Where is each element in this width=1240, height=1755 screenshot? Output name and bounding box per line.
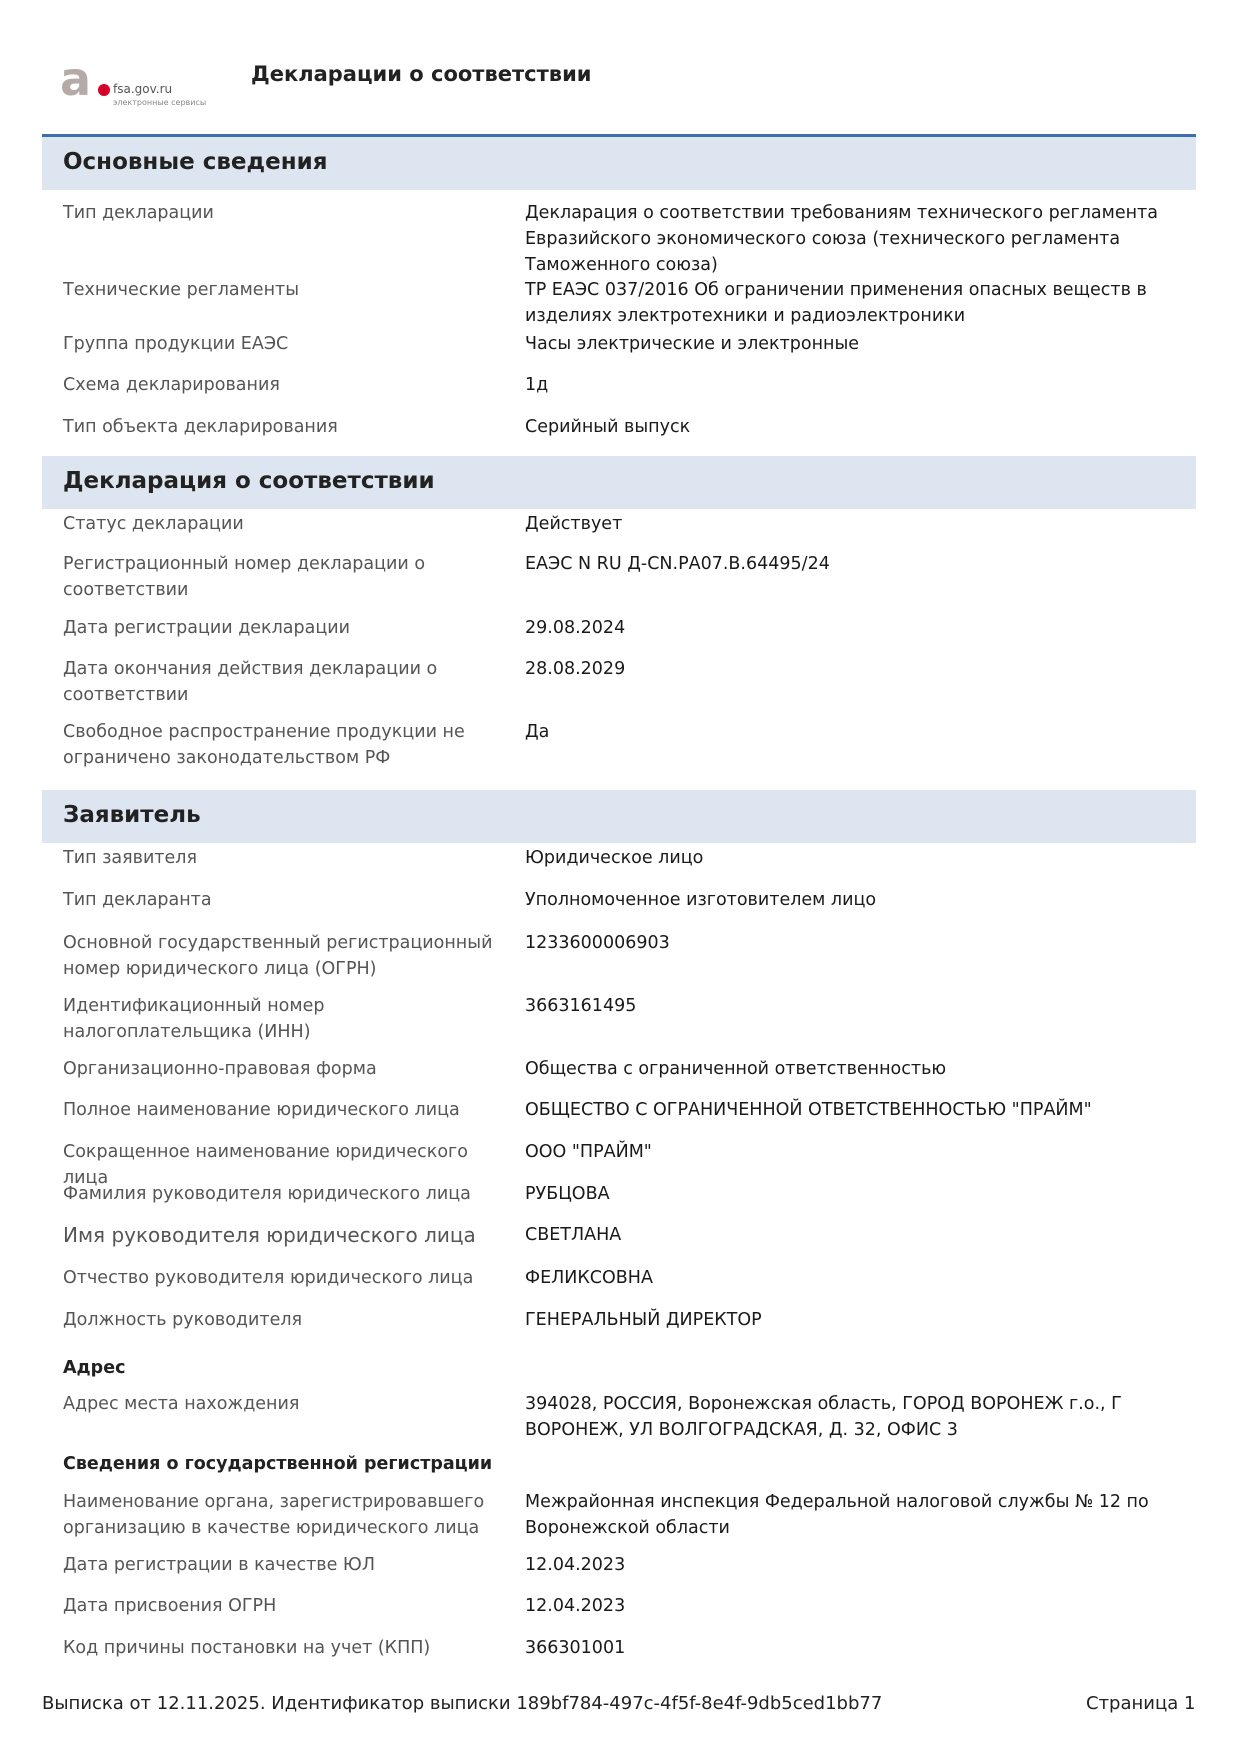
field-label: Полное наименование юридического лица bbox=[63, 1100, 460, 1120]
field-label: Должность руководителя bbox=[63, 1310, 303, 1330]
field-value: Часы электрические и электронные bbox=[525, 334, 860, 354]
field-label: Дата регистрации декларации bbox=[63, 618, 351, 638]
field-label: Имя руководителя юридического лица bbox=[63, 1223, 476, 1247]
field-label: Адрес места нахождения bbox=[63, 1394, 300, 1414]
field-label: Дата регистрации в качестве ЮЛ bbox=[63, 1555, 375, 1575]
section-basic bbox=[42, 137, 1196, 190]
field-value: 1д bbox=[525, 375, 549, 395]
field-value: 12.04.2023 bbox=[525, 1555, 626, 1575]
logo-dot-icon bbox=[98, 84, 110, 96]
page-number: Страница 1 bbox=[1086, 1693, 1196, 1714]
section-title: Заявитель bbox=[63, 802, 201, 828]
section-title: Декларация о соответствии bbox=[63, 468, 435, 494]
field-label: Сокращенное наименование юридического лица bbox=[63, 1142, 468, 1188]
field-label: Основной государственный регистрационный номер юридического лица (ОГРН) bbox=[63, 933, 493, 979]
field-value: 3663161495 bbox=[525, 996, 637, 1016]
field-value: Общества с ограниченной ответственностью bbox=[525, 1059, 947, 1079]
field-value: 1233600006903 bbox=[525, 933, 670, 953]
field-label: Свободное распространение продукции не ограничено законодательством РФ bbox=[63, 722, 465, 768]
field-label: Регистрационный номер декларации о соответствии bbox=[63, 554, 426, 600]
field-value: ТР ЕАЭС 037/2016 Об ограничении применения опасных веществ в изделиях электротехники и радиоэлектроники bbox=[525, 280, 1147, 326]
field-label: Технические регламенты bbox=[63, 280, 300, 300]
field-label: Группа продукции ЕАЭС bbox=[63, 334, 289, 354]
field-value: ГЕНЕРАЛЬНЫЙ ДИРЕКТОР bbox=[525, 1310, 762, 1330]
field-value: СВЕТЛАНА bbox=[525, 1225, 622, 1245]
fsa-logo-icon: a bbox=[60, 52, 92, 106]
field-value: Декларация о соответствии требованиям технического регламента Евразийского экономического союза (технического регламента Таможенного союза) bbox=[525, 203, 1158, 275]
field-label: Фамилия руководителя юридического лица bbox=[63, 1184, 471, 1204]
field-label: Статус декларации bbox=[63, 514, 244, 534]
field-label: Тип объекта декларирования bbox=[63, 417, 338, 437]
field-label: Тип заявителя bbox=[63, 848, 197, 868]
address-heading: Адрес bbox=[63, 1358, 126, 1378]
field-label: Тип декларации bbox=[63, 203, 214, 223]
field-value: ОБЩЕСТВО С ОГРАНИЧЕННОЙ ОТВЕТСТВЕННОСТЬЮ "ПРАЙМ" bbox=[525, 1100, 1092, 1120]
field-value: ООО "ПРАЙМ" bbox=[525, 1142, 652, 1162]
page-title: Декларации о соответствии bbox=[251, 62, 592, 86]
field-label: Схема декларирования bbox=[63, 375, 280, 395]
field-value: Серийный выпуск bbox=[525, 417, 691, 437]
field-value: 394028, РОССИЯ, Воронежская область, ГОРОД ВОРОНЕЖ г.о., Г ВОРОНЕЖ, УЛ ВОЛГОГРАДСКАЯ, Д. 32, ОФИС 3 bbox=[525, 1394, 1122, 1440]
field-label: Тип декларанта bbox=[63, 890, 212, 910]
page-header bbox=[0, 0, 1240, 130]
field-value: Да bbox=[525, 722, 550, 742]
field-value: ФЕЛИКСОВНА bbox=[525, 1268, 653, 1288]
field-label: Код причины постановки на учет (КПП) bbox=[63, 1638, 431, 1658]
field-value: 366301001 bbox=[525, 1638, 626, 1658]
field-label: Дата присвоения ОГРН bbox=[63, 1596, 277, 1616]
section-applicant bbox=[42, 790, 1196, 843]
field-label: Отчество руководителя юридического лица bbox=[63, 1268, 474, 1288]
field-value: Уполномоченное изготовителем лицо bbox=[525, 890, 877, 910]
field-value: Межрайонная инспекция Федеральной налоговой службы № 12 по Воронежской области bbox=[525, 1492, 1149, 1538]
field-value: Действует bbox=[525, 514, 623, 534]
field-value: Юридическое лицо bbox=[525, 848, 704, 868]
field-label: Организационно-правовая форма bbox=[63, 1059, 377, 1079]
section-declaration bbox=[42, 456, 1196, 509]
field-label: Дата окончания действия декларации о соответствии bbox=[63, 659, 438, 705]
field-value: РУБЦОВА bbox=[525, 1184, 610, 1204]
field-value: 28.08.2029 bbox=[525, 659, 626, 679]
field-value: 12.04.2023 bbox=[525, 1596, 626, 1616]
field-label: Идентификационный номер налогоплательщика (ИНН) bbox=[63, 996, 325, 1042]
extract-footer: Выписка от 12.11.2025. Идентификатор выписки 189bf784-497c-4f5f-8e4f-9db5ced1bb77 bbox=[42, 1693, 883, 1714]
fsa-logo bbox=[60, 52, 210, 110]
logo-subtitle: электронные сервисы bbox=[113, 98, 207, 107]
field-label: Наименование органа, зарегистрировавшего организацию в качестве юридического лица bbox=[63, 1492, 485, 1538]
section-title: Основные сведения bbox=[63, 149, 328, 175]
field-value: ЕАЭС N RU Д-CN.РА07.В.64495/24 bbox=[525, 554, 830, 574]
registration-heading: Сведения о государственной регистрации bbox=[63, 1454, 493, 1474]
logo-site: fsa.gov.ru bbox=[113, 82, 173, 96]
field-value: 29.08.2024 bbox=[525, 618, 626, 638]
